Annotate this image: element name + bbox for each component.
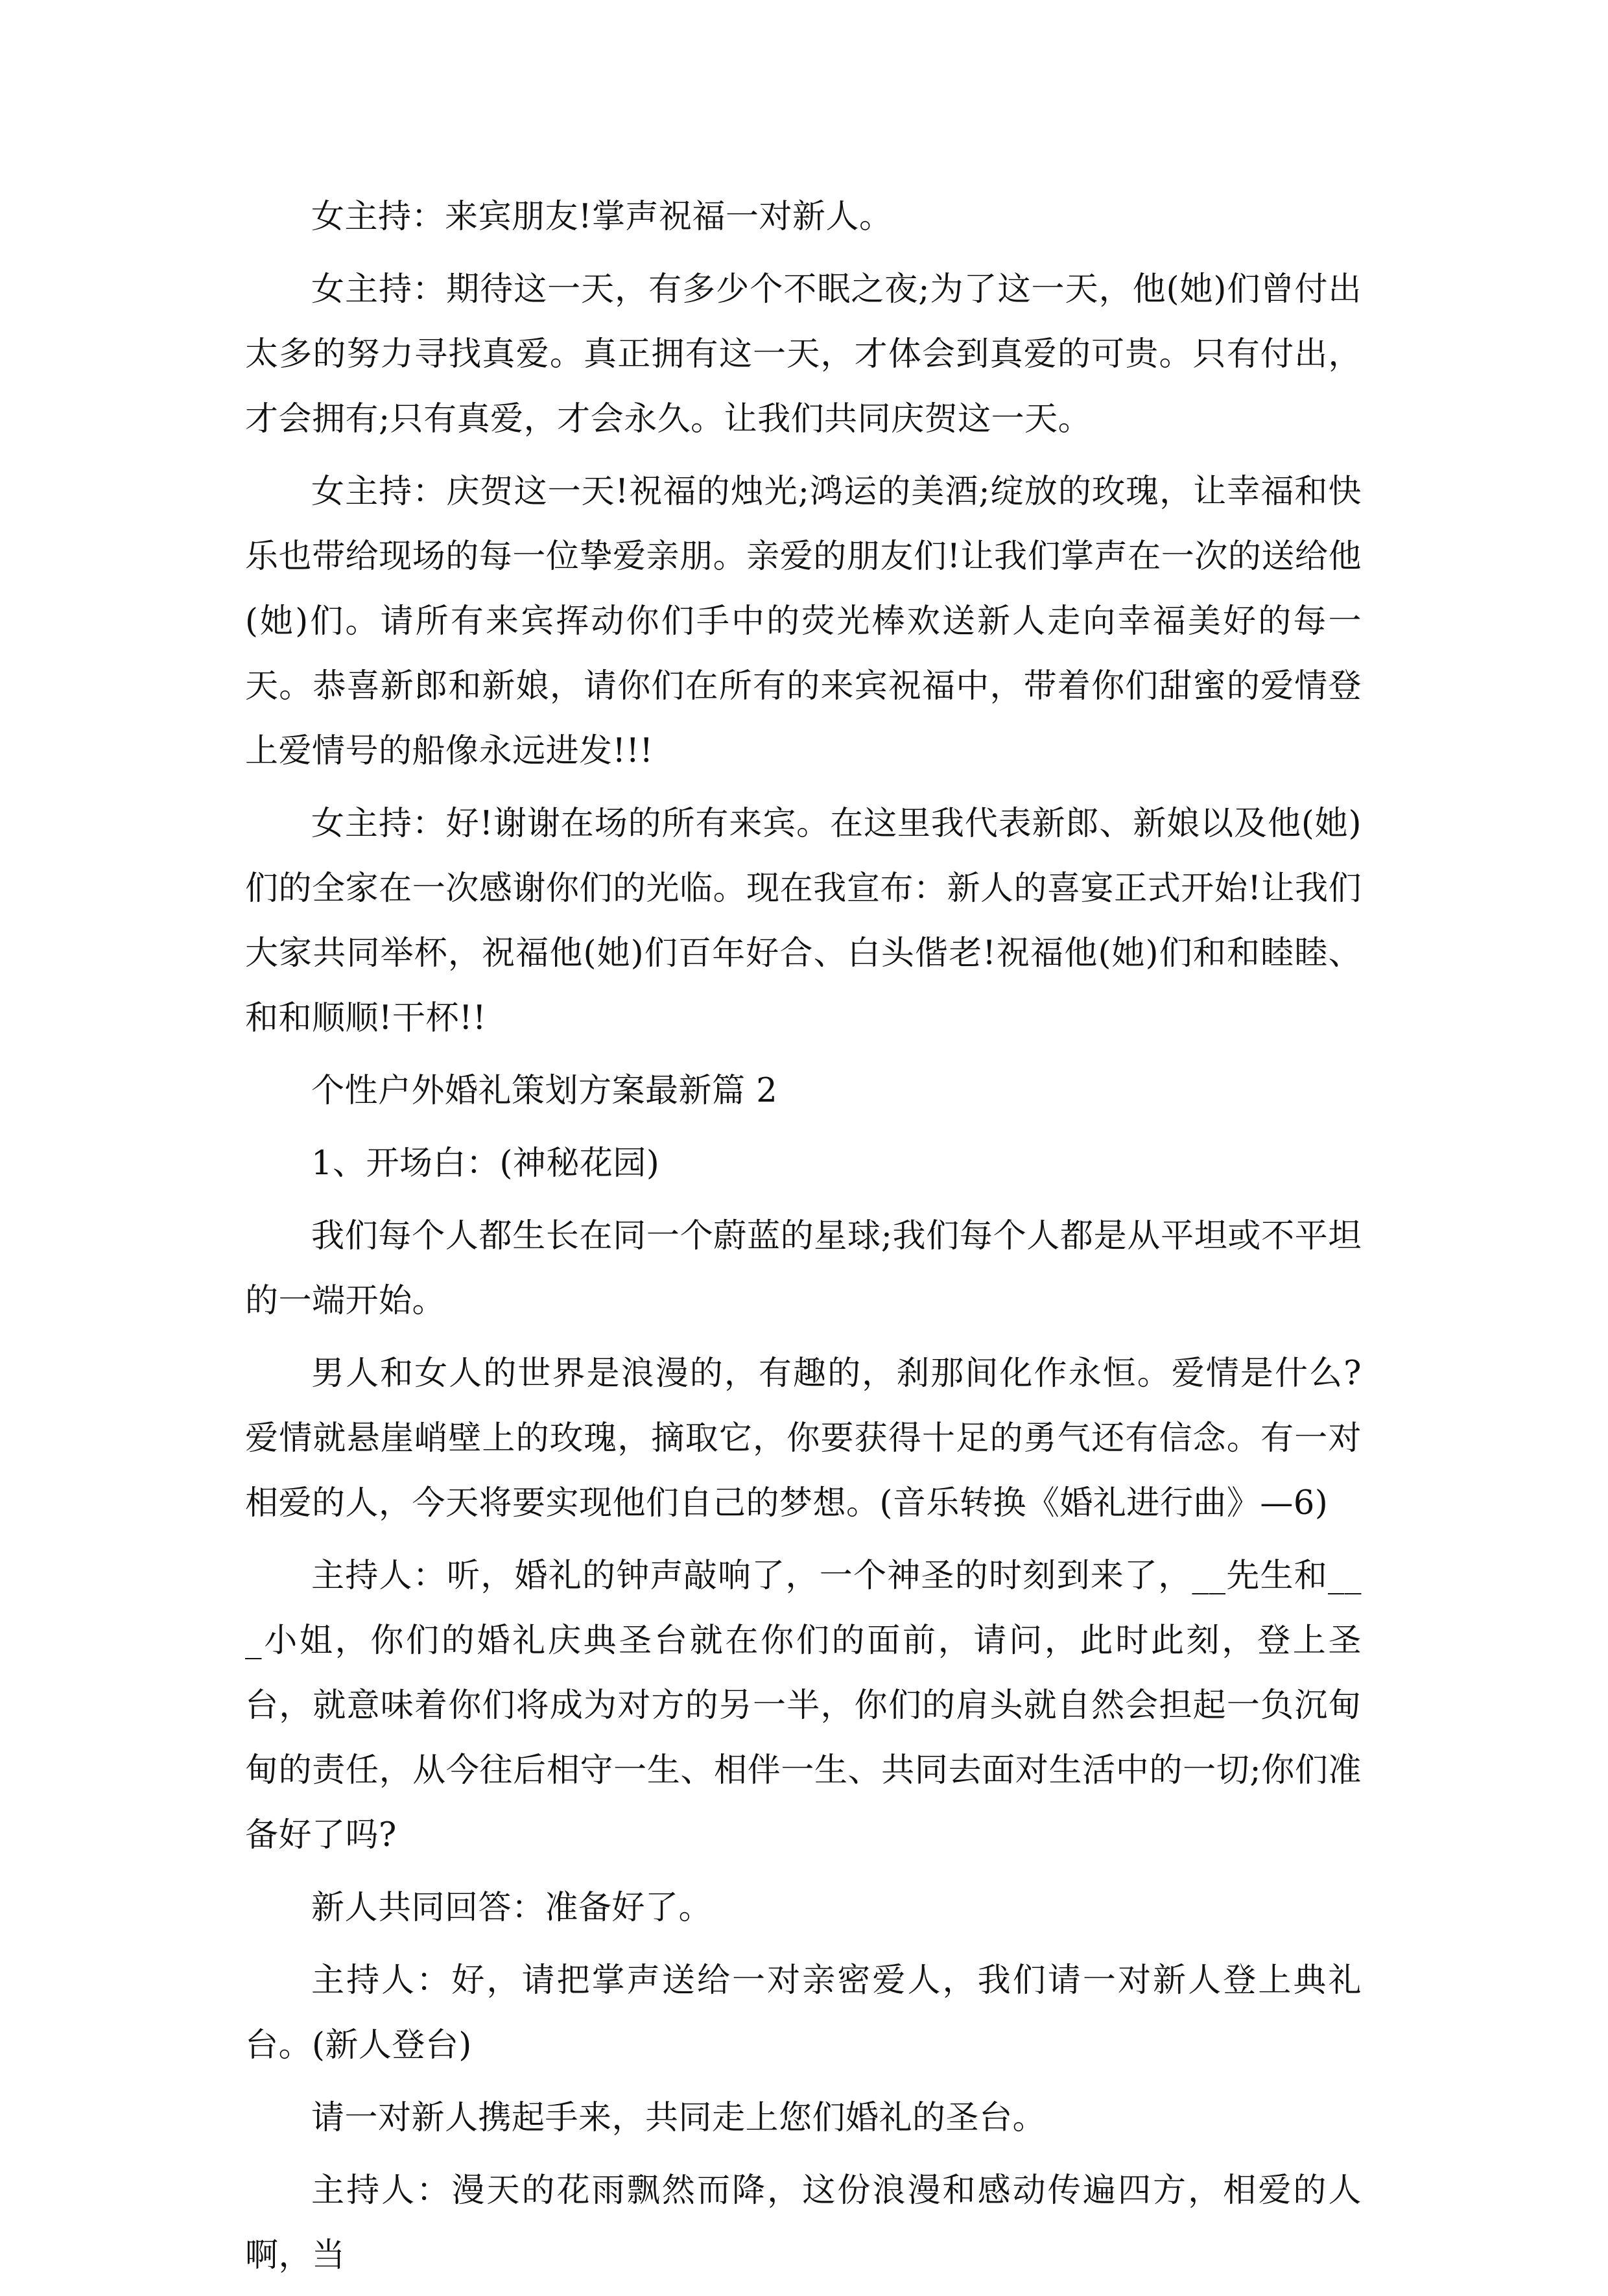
document-body — [245, 185, 1362, 2296]
paragraph-9: 主持人：听，婚礼的钟声敲响了，一个神圣的时刻到来了，__先生和___小姐，你们的婚礼庆典圣台就在你们的面前，请问，此时此刻，登上圣台，就意味着你们将成为对方的另一半，你们的肩头就自然会担起一负沉甸甸的责任，从今往后相守一生、相伴一生、共同去面对生活中的一切;你们准备好了吗? — [245, 1557, 1362, 1854]
paragraph-2: 女主持：期待这一天，有多少个不眠之夜;为了这一天，他(她)们曾付出太多的努力寻找真爱。真正拥有这一天，才体会到真爱的可贵。只有付出，才会拥有;只有真爱，才会永久。让我们共同庆贺这一天。 — [245, 270, 1362, 438]
paragraph-13: 主持人：漫天的花雨飘然而降，这份浪漫和感动传遍四方，相爱的人啊，当 — [245, 2172, 1362, 2275]
paragraph-11: 主持人：好，请把掌声送给一对亲密爱人，我们请一对新人登上典礼台。(新人登台) — [245, 1961, 1362, 2065]
section-heading: 个性户外婚礼策划方案最新篇 2 — [311, 1072, 778, 1110]
paragraph-10: 新人共同回答：准备好了。 — [311, 1889, 713, 1927]
paragraph-3: 女主持：庆贺这一天!祝福的烛光;鸿运的美酒;绽放的玫瑰，让幸福和快乐也带给现场的每一位挚爱亲朋。亲爱的朋友们!让我们掌声在一次的送给他(她)们。请所有来宾挥动你们手中的荧光棒欢送新人走向幸福美好的每一天。恭喜新郎和新娘，请你们在所有的来宾祝福中，带着你们甜蜜的爱情登上爱情号的船像永远进发!!! — [245, 473, 1362, 770]
paragraph-4: 女主持：好!谢谢在场的所有来宾。在这里我代表新郎、新娘以及他(她)们的全家在一次感谢你们的光临。现在我宣布：新人的喜宴正式开始!让我们大家共同举杯，祝福他(她)们百年好合、白头偕老!祝福他(她)们和和睦睦、和和顺顺!干杯!! — [245, 805, 1362, 1037]
paragraph-12: 请一对新人携起手来，共同走上您们婚礼的圣台。 — [311, 2099, 1046, 2137]
paragraph-7: 我们每个人都生长在同一个蔚蓝的星球;我们每个人都是从平坦或不平坦的一端开始。 — [245, 1217, 1362, 1320]
paragraph-1: 女主持：来宾朋友!掌声祝福一对新人。 — [311, 198, 893, 236]
subsection-heading: 1、开场白：(神秘花园) — [311, 1144, 660, 1183]
paragraph-8: 男人和女人的世界是浪漫的，有趣的，刹那间化作永恒。爱情是什么?爱情就悬崖峭壁上的玫瑰，摘取它，你要获得十足的勇气还有信念。有一对相爱的人，今天将要实现他们自己的梦想。(音乐转换《婚礼进行曲》—6) — [245, 1355, 1362, 1522]
